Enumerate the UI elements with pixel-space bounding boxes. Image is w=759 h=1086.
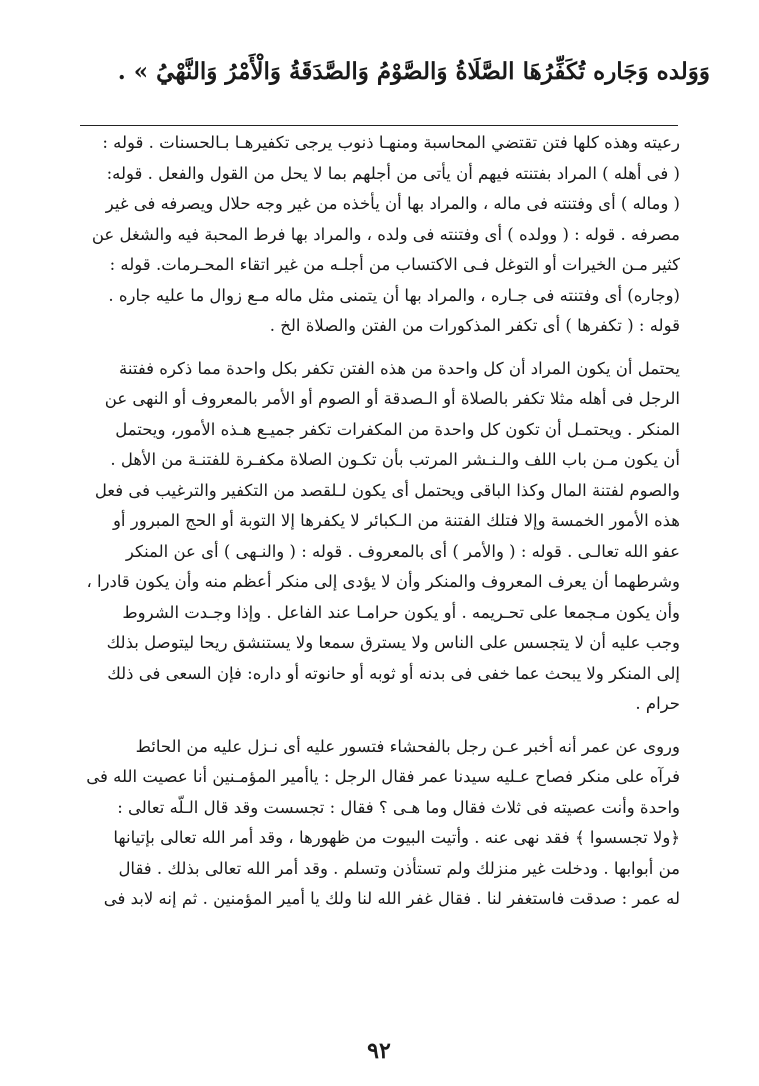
text-line: له عمر : صدقت فاستغفر لنا . فقال غفر الله لنا ولك يا أمير المؤمنين . ثم إنه لابد فى	[103, 889, 680, 908]
text-line: رعيته وهذه كلها فتن تقتضي المحاسبة ومنهـا ذنوب يرجى تكفيرهـا بـالحسنات . قوله :	[102, 133, 680, 152]
text-line: المنكر . ويحتمـل أن تكون كل واحدة من المكفرات تكفر جميـع هـذه الأمور، ويحتمل	[115, 419, 680, 439]
paragraph-gap	[78, 720, 680, 732]
text-line: كثير مـن الخيرات أو التوغل فـى الاكتساب من أجلـه من غير اتقاء المحـرمات. قوله :	[109, 255, 680, 274]
separator-rule	[80, 125, 678, 126]
text-line: فرآه على منكر فصاح عـليه سيدنا عمر فقال الرجل : ياأمير المؤمـنين أنا عصيت الله فى	[86, 767, 680, 786]
text-line: يحتمل أن يكون المراد أن كل واحدة من هذه الفتن تكفر بكل واحدة مما ذكره ففتنة	[119, 358, 680, 378]
text-line: إلى المنكر ولا يبحث عما خفى فى بدنه أو ثوبه أو حانوته أو داره: فإن السعى فى ذلك	[107, 663, 680, 683]
page-number: ٩٢	[367, 1038, 391, 1064]
text-line: وروى عن عمر أنه أخبر عـن رجل بالفحشاء فتسور عليه أى نـزل عليه من الحائط	[135, 736, 680, 756]
text-line: حرام .	[635, 694, 680, 713]
text-line: قوله : ( تكفرها ) أى تكفر المذكورات من الفتن والصلاة الخ .	[269, 316, 680, 335]
text-line: والصوم لفتنة المال وكذا الباقى ويحتمل أى يكون لـلقصد من التكفير والترغيب فى فعل	[94, 480, 680, 500]
text-line: أن يكون مـن باب اللف والـنـشر المرتب بأن تكـون الصلاة مكفـرة للفتنـة من الأهل .	[110, 450, 680, 469]
text-line: مصرفه . قوله : ( وولده ) أى وفتنته فى ولده ، والمراد بها فرط المحبة فيه والشغل عن	[91, 224, 680, 244]
text-line: (وجاره) أى وفتنته فى جـاره ، والمراد بها أن يتمنى مثل ماله مـع زوال ما عليه جاره .	[108, 285, 680, 305]
text-line: عفو الله تعالـى . قوله : ( والأمر ) أى بالمعروف . قوله : ( والنـهى ) أى عن المنكر	[125, 541, 680, 561]
hadith-text-heading: وَوَلده وَجَاره تُكَفِّرُهَا الصَّلَاةُ وَالصَّوْمُ وَالصَّدَقَةُ وَالْأَمْرُ وَالنَّهْيُ » .	[117, 58, 710, 85]
text-line: ( وماله ) أى وفتنته فى ماله ، والمراد بها أن يأخذه من غير وجه حلال ويصرفه فى غير	[105, 194, 680, 213]
paragraph-commentary-3	[78, 732, 680, 915]
paragraph-commentary-1	[78, 128, 680, 342]
text-line: الرجل فى أهله مثلا تكفر بالصلاة أو الـصدقة أو الصوم أو الأمر بالمعروف أو النهى عن	[104, 389, 680, 408]
text-line: واحدة وأنت عصيته فى ثلاث فقال وما هـى ؟ فقال : تجسست وقد قال الـلّه تعالى :	[117, 797, 680, 817]
text-line: من أبوابها . ودخلت غير منزلك ولم تستأذن وتسلم . وقد أمر الله تعالى بذلك . فقال	[118, 858, 680, 878]
text-line: ﴿ولا تجسسوا ﴾ فقد نهى عنه . وأتيت البيوت من ظهورها ، وقد أمر الله تعالى بإتيانها	[113, 828, 680, 847]
commentary-body	[78, 128, 680, 915]
text-line: وأن يكون مـجمعا على تحـريمه . أو يكون حرامـا عند الفاعل . وإذا وجـدت الشروط	[122, 602, 680, 622]
paragraph-commentary-2	[78, 354, 680, 720]
text-line: هذه الأمور الخمسة وإلا فتلك الفتنة من الـكبائر لا يكفرها إلا التوبة أو الحج المبرور أو	[112, 511, 680, 530]
text-line: وشرطهما أن يعرف المعروف والمنكر وأن لا يؤدى إلى منكر أعظم منه وأن يكون قادرا ،	[86, 572, 680, 591]
text-line: وجب عليه أن لا يتجسس على الناس ولا يسترق سمعا ولا يستنشق ريحا ليتوصل بذلك	[106, 633, 680, 652]
text-line: ( فى أهله ) المراد بفتنته فيهم أن يأتى من أجلهم بما لا يحل من القول والفعل . قوله:	[106, 163, 680, 183]
paragraph-gap	[78, 342, 680, 354]
